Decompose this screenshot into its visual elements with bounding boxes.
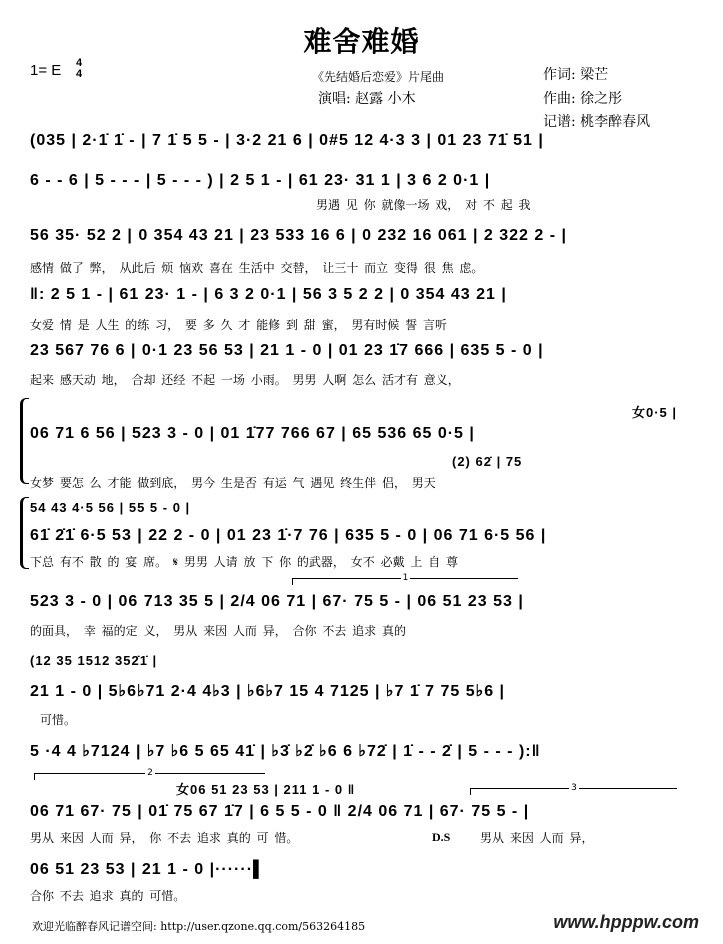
score-row-4: ‖: 2 5 1 - | 61 23· 1 - | 6 3 2 0·1 | 56 3 5 2 2 | 0 354 43 21 | — [30, 286, 507, 303]
volta-3: 3 — [470, 788, 677, 795]
system-bracket — [20, 497, 29, 569]
lyrics-row-9: 可惜。 — [40, 713, 77, 727]
score-row-12: 06 51 23 53 | 21 1 - 0 |······▌ — [30, 861, 266, 878]
site-watermark: www.hpppw.com — [553, 912, 699, 932]
dal-segno-mark: D.S — [432, 830, 451, 844]
system-bracket — [20, 398, 29, 484]
score-row-10: 5 ·4 4 ♭7124 | ♭7 ♭6 5 65 41̇ | ♭3̇ ♭2̇ ♭6 6 ♭72̇ | 1̇ - - 2̇ | 5 - - - ):‖ — [30, 743, 541, 760]
lyricist: 作词: 梁芒 — [543, 67, 609, 83]
lyrics-row-8: 的面具， 幸 福的定 义， 男从 来因 人而 异， 合你 不去 追求 真的 — [30, 624, 406, 638]
lyrics-row-11: 男从 来因 人而 异， 你 不去 追求 真的 可 惜。 — [30, 831, 299, 845]
upper-part-row-11: 女06 51 23 53 | 211 1 - 0 ‖ — [176, 782, 356, 797]
upper-part-row-6: 女0·5 | — [632, 405, 678, 420]
footer-welcome: 欢迎光临醉春风记谱空间: http://user.qzone.qq.com/563264185 — [32, 920, 366, 933]
lyrics-row-11-b: 男从 来因 人而 异， — [480, 831, 594, 845]
key-signature: 1= E — [30, 62, 62, 79]
score-row-2: 6 - - 6 | 5 - - - | 5 - - - ) | 2 5 1 - | 61 23· 31 1 | 3 6 2 0·1 | — [30, 172, 491, 189]
score-row-1: (035 | 2·1̇ 1̇ - | 7 1̇ 5 5 - | 3·2 21 6 | 0#5 12 4·3 3 | 01 23 71̇ 51 | — [30, 132, 544, 149]
volta-1: 1 — [292, 578, 518, 585]
composer: 作曲: 徐之彤 — [543, 91, 623, 107]
score-row-5: 23 567 76 6 | 0·1 23 56 53 | 21 1 - 0 | 01 23 1̇7 666 | 635 5 - 0 | — [30, 342, 544, 359]
score-row-6: 06 71 6 56 | 523 3 - 0 | 01 1̇77 766 67 | 65 536 65 0·5 | — [30, 425, 475, 442]
lyrics-row-2: 男遇 见 你 就像一场 戏， 对 不 起 我 — [316, 198, 531, 212]
singers: 演唱: 赵露 小木 — [318, 91, 416, 107]
alt-ending: (2) 62̇ | 75 — [452, 454, 523, 469]
time-signature-top: 4 — [76, 57, 83, 69]
score-row-7: 61̇ 2̇1̇ 6·5 53 | 22 2 - 0 | 01 23 1̇·7 76 | 635 5 - 0 | 06 71 6·5 56 | — [30, 527, 547, 544]
lyrics-row-12: 合你 不去 追求 真的 可惜。 — [30, 889, 186, 903]
score-row-3: 56 35· 52 2 | 0 354 43 21 | 23 533 16 6 | 0 232 16 061 | 2 322 2 - | — [30, 227, 567, 244]
score-row-9: 21 1 - 0 | 5♭6♭71 2·4 4♭3 | ♭6♭7 15 4 7125 | ♭7 1̇ 7 75 5♭6 | — [30, 683, 506, 700]
volta-2: 2 — [34, 773, 265, 780]
transcriber: 记谱: 桃李醉春风 — [543, 114, 651, 130]
time-signature — [76, 58, 82, 80]
lyrics-row-7: 下总 有不 散 的 宴 席。 𝄋 男男 人请 放 下 你 的武器， 女不 必戴 上 自 尊 — [30, 555, 459, 569]
upper-part-row-9: (12 35 1512 352̇1̇ | — [30, 653, 158, 668]
lyrics-row-3: 感情 做了 弊， 从此后 烦 恼欢 喜在 生活中 交替， 让三十 而立 变得 很 焦 虑。 — [30, 261, 484, 275]
lyrics-row-6: 女梦 要怎 么 才能 做到底， 男今 生是否 有运 气 遇见 终生伴 侣， 男天 — [30, 476, 436, 490]
lyrics-row-5: 起来 感天动 地， 合却 还经 不起 一场 小雨。 男男 人啊 怎么 活才有 意义， — [30, 373, 460, 387]
score-row-8: 523 3 - 0 | 06 713 35 5 | 2/4 06 71 | 67· 75 5 - | 06 51 23 53 | — [30, 593, 524, 610]
score-row-11: 06 71 67· 75 | 01̇ 75 67 1̇7 | 6 5 5 - 0 ‖ 2/4 06 71 | 67· 75 5 - | — [30, 803, 530, 820]
time-signature-bottom: 4 — [76, 68, 83, 80]
song-title: 难舍难婚 — [303, 25, 420, 58]
upper-part-row-7: 54 43 4·5 56 | 55 5 - 0 | — [30, 500, 191, 515]
subtitle: 《先结婚后恋爱》片尾曲 — [312, 70, 445, 84]
lyrics-row-4: 女爱 情 是 人生 的练 习， 要 多 久 才 能修 到 甜 蜜， 男有时候 誓 言听 — [30, 318, 448, 332]
